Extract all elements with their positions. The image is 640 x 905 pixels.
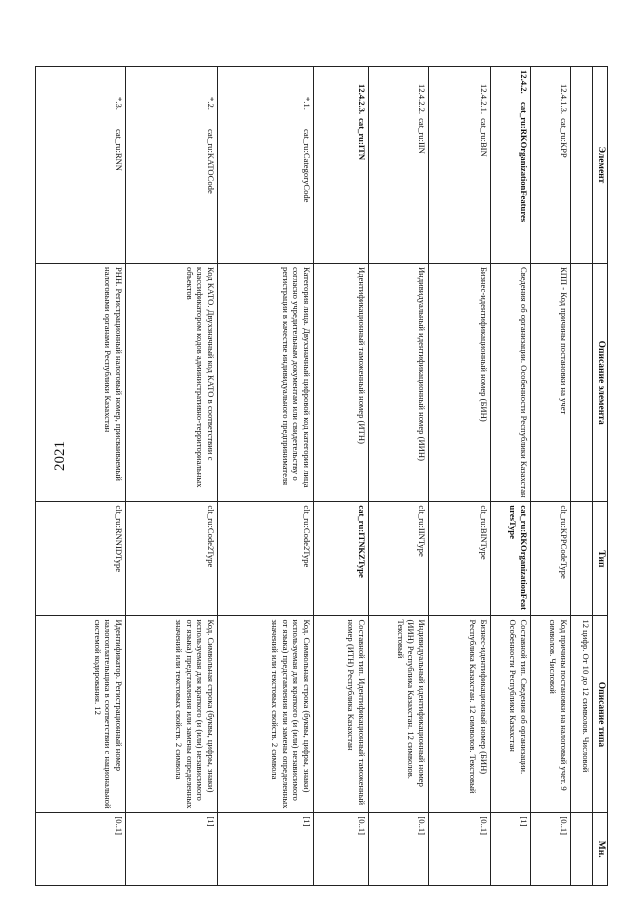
element-name: cat_ru:KPP bbox=[559, 118, 569, 158]
table-header-row bbox=[593, 67, 608, 886]
element-cell bbox=[491, 67, 531, 264]
header-element-description: Описание элемента bbox=[593, 263, 608, 501]
table-row bbox=[571, 67, 593, 886]
element-description-cell: Идентификационный таможенный номер (ИТН) bbox=[314, 263, 369, 501]
element-cell bbox=[531, 67, 571, 264]
element-description-cell: РНН. Регистрационный налоговый номер, присваиваемый налоговыми органами Республики Казахстан bbox=[36, 263, 126, 501]
page-number: 2021 bbox=[52, 441, 68, 471]
type-cell bbox=[571, 502, 593, 616]
header-type: Тип bbox=[593, 502, 608, 616]
element-number: 12.4.1.3. bbox=[559, 84, 569, 115]
element-description-cell bbox=[571, 263, 593, 501]
element-description-cell: Сведения об организации. Особенности Республики Казахстан bbox=[491, 263, 531, 501]
header-element: Элемент bbox=[593, 67, 608, 264]
multiplicity-cell bbox=[571, 813, 593, 886]
element-number: *.2. bbox=[206, 97, 216, 110]
type-description-cell: Индивидуальный идентификационный номер (ИИН) Республика Казахстан. 12 символов. Текстовый bbox=[369, 616, 429, 813]
type-description-cell: Код. Символьная строка (буквы, цифры, знаки) используемая для краткого (и (или) независимого от языка) представления или замены определенных значений или текстовых свойств. 2 символа bbox=[218, 616, 314, 813]
element-cell bbox=[36, 67, 126, 264]
element-cell bbox=[218, 67, 314, 264]
table-row bbox=[126, 67, 218, 886]
type-description-cell: Бизнес-идентификационный номер (БИН) Республика Казахстан. 12 символов. Текстовый bbox=[429, 616, 491, 813]
header-type-description: Описание типа bbox=[593, 616, 608, 813]
multiplicity-cell: [0..1] bbox=[531, 813, 571, 886]
table-row bbox=[314, 67, 369, 886]
element-number: *.1. bbox=[302, 97, 312, 110]
rotated-table-container bbox=[88, 66, 608, 886]
type-cell: cat_ru:RKOrganizationFeaturesType bbox=[491, 502, 531, 616]
type-cell: clt_ru:Code2Type bbox=[126, 502, 218, 616]
element-number: 12.4.2.1. bbox=[479, 84, 489, 115]
table-row bbox=[429, 67, 491, 886]
table-row bbox=[491, 67, 531, 886]
multiplicity-cell: [0..1] bbox=[369, 813, 429, 886]
element-cell bbox=[369, 67, 429, 264]
element-number: *.3. bbox=[114, 97, 124, 110]
element-cell bbox=[571, 67, 593, 264]
element-name: cat_ru:KATOCode bbox=[206, 129, 216, 194]
type-cell: clt_ru:RNNIDType bbox=[36, 502, 126, 616]
type-description-cell: 12 цифр. От 10 до 12 символов. Числовой bbox=[571, 616, 593, 813]
element-number: 12.4.2. bbox=[519, 70, 529, 94]
element-description-cell: КПП - Код причины постановки на учет bbox=[531, 263, 571, 501]
header-multiplicity: Мн. bbox=[593, 813, 608, 886]
multiplicity-cell: [1] bbox=[126, 813, 218, 886]
element-cell bbox=[429, 67, 491, 264]
type-cell: cat_ru:ITNKZType bbox=[314, 502, 369, 616]
element-name: cat_ru:RNN bbox=[114, 129, 124, 172]
element-description-cell: Код КАТО. Двухзначный код КАТО в соответствии с классификатором кодов административно-территориальных объектов bbox=[126, 263, 218, 501]
table-row bbox=[369, 67, 429, 886]
element-number: 12.4.2.2. bbox=[417, 84, 427, 115]
type-cell: clt_ru:KPPCodeType bbox=[531, 502, 571, 616]
multiplicity-cell: [0..1] bbox=[314, 813, 369, 886]
element-name: cat_ru:CategoryCode bbox=[302, 129, 312, 203]
type-cell: clt_ru:Code2Type bbox=[218, 502, 314, 616]
table-row bbox=[218, 67, 314, 886]
multiplicity-cell: [0..1] bbox=[36, 813, 126, 886]
type-description-cell: Код. Символьная строка (буквы, цифры, знаки) используемая для краткого (и (или) независимого от языка) представления или замены определенных значений или текстовых свойств. 2 символа bbox=[126, 616, 218, 813]
multiplicity-cell: [1] bbox=[491, 813, 531, 886]
element-cell bbox=[314, 67, 369, 264]
multiplicity-cell: [0..1] bbox=[429, 813, 491, 886]
type-cell: clt_ru:IINType bbox=[369, 502, 429, 616]
type-description-cell: Идентификатор. Регистрационный номер налогоплательщика в соответствии с национальной системой кодирования. 12 bbox=[36, 616, 126, 813]
elements-table bbox=[35, 66, 608, 886]
element-name: cat_ru:RKOrganizationFeatures bbox=[519, 102, 529, 223]
type-description-cell: Составной тип. Сведения об организации. Особенности Республики Казахстан bbox=[491, 616, 531, 813]
element-name: cat_ru:IIN bbox=[417, 118, 427, 154]
element-description-cell: Категория лица. Двухзначный цифровой код категории лица согласно учредительным документам или свидетельству о регистрации в качестве индивидуального предпринимателя bbox=[218, 263, 314, 501]
element-name: cat_ru:ITN bbox=[357, 118, 367, 161]
type-cell: clt_ru:BINType bbox=[429, 502, 491, 616]
table-row bbox=[36, 67, 126, 886]
element-description-cell: Бизнес-идентификационный номер (БИН) bbox=[429, 263, 491, 501]
element-name: cat_ru:BIN bbox=[479, 118, 489, 157]
table-row bbox=[531, 67, 571, 886]
element-description-cell: Индивидуальный идентификационный номер (ИИН) bbox=[369, 263, 429, 501]
element-cell bbox=[126, 67, 218, 264]
type-description-cell: Код причины постановки на налоговый учет. 9 символов. Числовой bbox=[531, 616, 571, 813]
type-description-cell: Составной тип. Идентификационный таможенный номер (ИТН) Республика Казахстан bbox=[314, 616, 369, 813]
multiplicity-cell: [1] bbox=[218, 813, 314, 886]
element-number: 12.4.2.3. bbox=[357, 84, 367, 115]
